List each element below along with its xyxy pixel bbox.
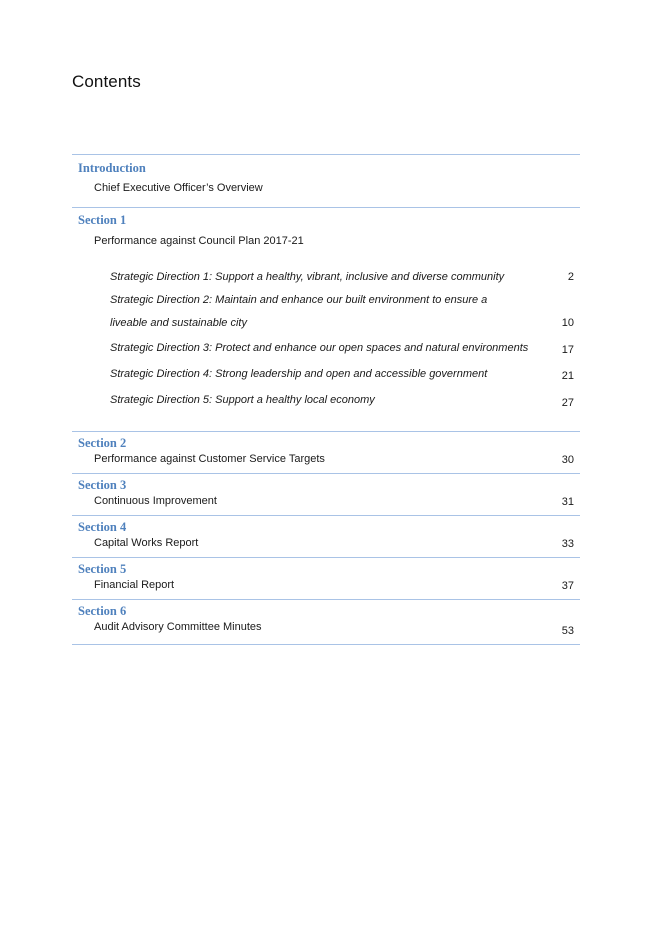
page-number: 33 <box>561 538 574 550</box>
toc-subentry[interactable]: Strategic Direction 4: Strong leadership and open and accessible government <box>110 368 488 380</box>
toc-subentry[interactable]: Strategic Direction 2: Maintain and enhance our built environment to ensure a <box>110 294 488 306</box>
toc-section-introduction <box>72 155 580 207</box>
toc-section-1 <box>72 208 580 431</box>
page-number: 53 <box>561 625 574 637</box>
page-title: Contents <box>72 72 141 91</box>
section-heading[interactable]: Section 2 <box>78 436 127 450</box>
toc-section-3 <box>72 474 580 515</box>
page-number: 17 <box>561 344 574 356</box>
toc-entry[interactable]: Audit Advisory Committee Minutes <box>94 621 262 633</box>
toc-section-4 <box>72 516 580 557</box>
toc-subentry[interactable]: Strategic Direction 5: Support a healthy local economy <box>110 394 375 406</box>
toc-entry[interactable]: Performance against Council Plan 2017-21 <box>94 235 304 247</box>
page-number: 31 <box>561 496 574 508</box>
page-number: 27 <box>561 397 574 409</box>
divider <box>72 644 580 645</box>
toc-entry[interactable]: Chief Executive Officer’s Overview <box>94 182 263 194</box>
section-heading[interactable]: Section 4 <box>78 520 127 534</box>
toc-entry[interactable]: Capital Works Report <box>94 537 199 549</box>
page-number: 37 <box>561 580 574 592</box>
toc-section-6 <box>72 600 580 644</box>
toc-section-5 <box>72 558 580 599</box>
page-number: 10 <box>561 317 574 329</box>
section-heading[interactable]: Introduction <box>78 161 146 175</box>
section-heading[interactable]: Section 5 <box>78 562 127 576</box>
page-number: 2 <box>567 271 574 283</box>
page-number: 30 <box>561 454 574 466</box>
toc-subentry[interactable]: Strategic Direction 1: Support a healthy, vibrant, inclusive and diverse community <box>110 271 505 283</box>
toc-subentry[interactable]: Strategic Direction 3: Protect and enhance our open spaces and natural environments <box>110 342 529 354</box>
section-heading[interactable]: Section 1 <box>78 213 127 227</box>
toc-entry[interactable]: Continuous Improvement <box>94 495 217 507</box>
toc-subentry-continuation[interactable]: liveable and sustainable city <box>110 317 247 329</box>
toc-section-2 <box>72 432 580 473</box>
toc-entry[interactable]: Financial Report <box>94 579 175 591</box>
section-heading[interactable]: Section 3 <box>78 478 127 492</box>
toc-entry[interactable]: Performance against Customer Service Targets <box>94 453 325 465</box>
section-heading[interactable]: Section 6 <box>78 604 127 618</box>
table-of-contents <box>72 154 580 645</box>
page-number: 21 <box>561 370 574 382</box>
